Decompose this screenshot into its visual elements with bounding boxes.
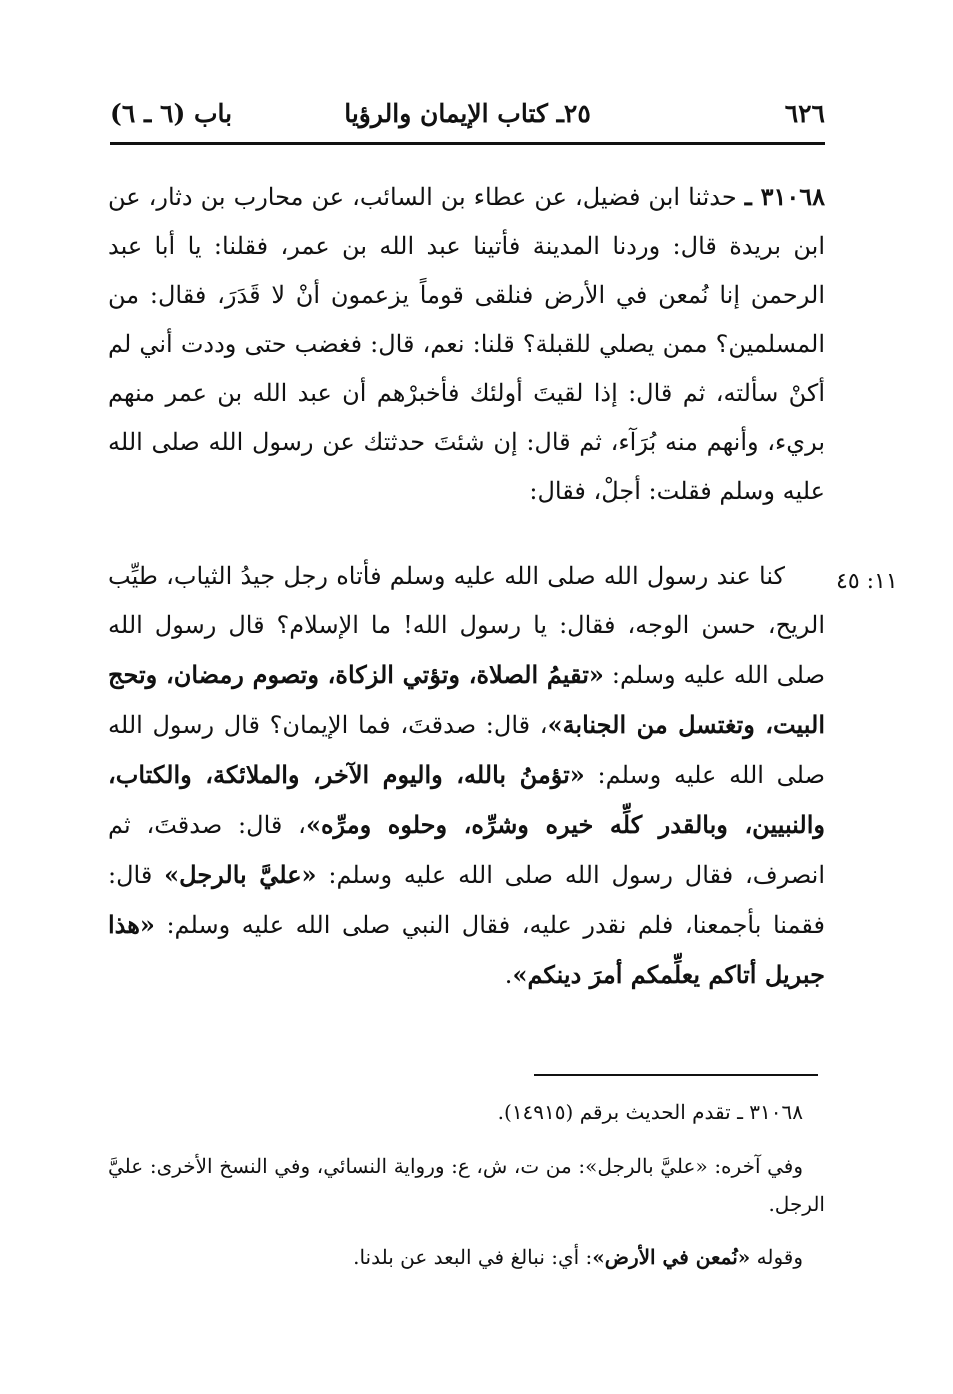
- narration-segment: ، قال: صدقتَ، فما الإيمان؟ قال رسول الله صلى الله عليه وسلم:: [108, 711, 826, 789]
- prophet-quote: «عليَّ بالرجل»: [164, 860, 317, 889]
- narration-paragraph: [108, 552, 825, 1000]
- narration-segment: .: [504, 961, 513, 989]
- footnote-rule: [534, 1074, 818, 1076]
- hadith-paragraph: [108, 172, 825, 516]
- footnote: [108, 1238, 803, 1276]
- narration-segment: كنا عند رسول الله صلى الله عليه وسلم فأتاه رجل جيدُ الثياب، طيِّب الريح، حسن الوجه، فقال: يا رسول الله! ما الإسلام؟ قال رسول الله صلى الله عليه وسلم:: [108, 562, 825, 689]
- prophet-quote: «تقيمُ الصلاة، وتؤتي الزكاة، وتصوم رمضان، وتحج البيت، وتغتسل من الجنابة»: [108, 660, 826, 739]
- prophet-quote: «هذا جبريل أتاكم يعلِّمكم أمرَ دينكم»: [108, 910, 825, 989]
- hadith-number: ٣١٠٦٨ ـ: [744, 182, 826, 211]
- footnote-text: وفي آخره: «عليَّ بالرجل»: من ت، ش، ع: ورواية النسائي، وفي النسخ الأخرى: عليَّ الرجل.: [108, 1154, 825, 1216]
- hadith-text: حدثنا ابن فضيل، عن عطاء بن السائب، عن محارب بن دثار، عن ابن بريدة قال: وردنا المدينة فأتينا عبد الله بن عمر، فقلنا: يا أبا عبد الرحمن إنا نُمعن في الأرض فنلقى قوماً يزعمون أنْ لا قَدَرَ، فقال: من المسلمين؟ ممن يصلي للقبلة؟ قلنا: نعم، قال: فغضب حتى وددت أني لم أكنْ سألته، ثم قال: إذا لقيتَ أولئك فأخبرْهم أن عبد الله بن عمر منهم بريء، وأنهم منه بُرَآء، ثم قال: إن شئتَ حدثتك عن رسول الله صلى الله عليه وسلم فقلت: أجلْ، فقال:: [108, 183, 825, 505]
- chapter-label: باب (٦ ـ ٦): [110, 99, 233, 128]
- page-number: ٦٢٦: [784, 99, 825, 128]
- footnote-text: : أي: نبالغ في البعد عن بلدنا.: [353, 1245, 593, 1269]
- prophet-quote: «تؤمنُ بالله، واليوم الآخر، والملائكة، والكتاب، والنبيين، وبالقدر كلِّه خيره وشرِّه، وحلوه ومرِّه»: [108, 760, 825, 839]
- header-rule: [110, 142, 825, 145]
- narration-segment: قال: فقمنا بأجمعنا، فلم نقدر عليه، فقال النبي صلى الله عليه وسلم:: [108, 861, 825, 939]
- marginal-reference: ١١: ٤٥: [836, 569, 898, 594]
- narration-segment: ، قال: صدقتَ، ثم انصرف، فقال رسول الله صلى الله عليه وسلم:: [108, 811, 826, 889]
- footnote-term: «نُمعن في الأرض»: [592, 1245, 751, 1269]
- book-title: ٢٥ـ كتاب الإيمان والرؤيا: [344, 99, 591, 128]
- footnote: ٣١٠٦٨ ـ تقدم الحديث برقم (١٤٩١٥).: [497, 1100, 803, 1124]
- running-header: [110, 94, 825, 134]
- footnote: [108, 1147, 825, 1223]
- footnote-text: وقوله: [750, 1245, 803, 1269]
